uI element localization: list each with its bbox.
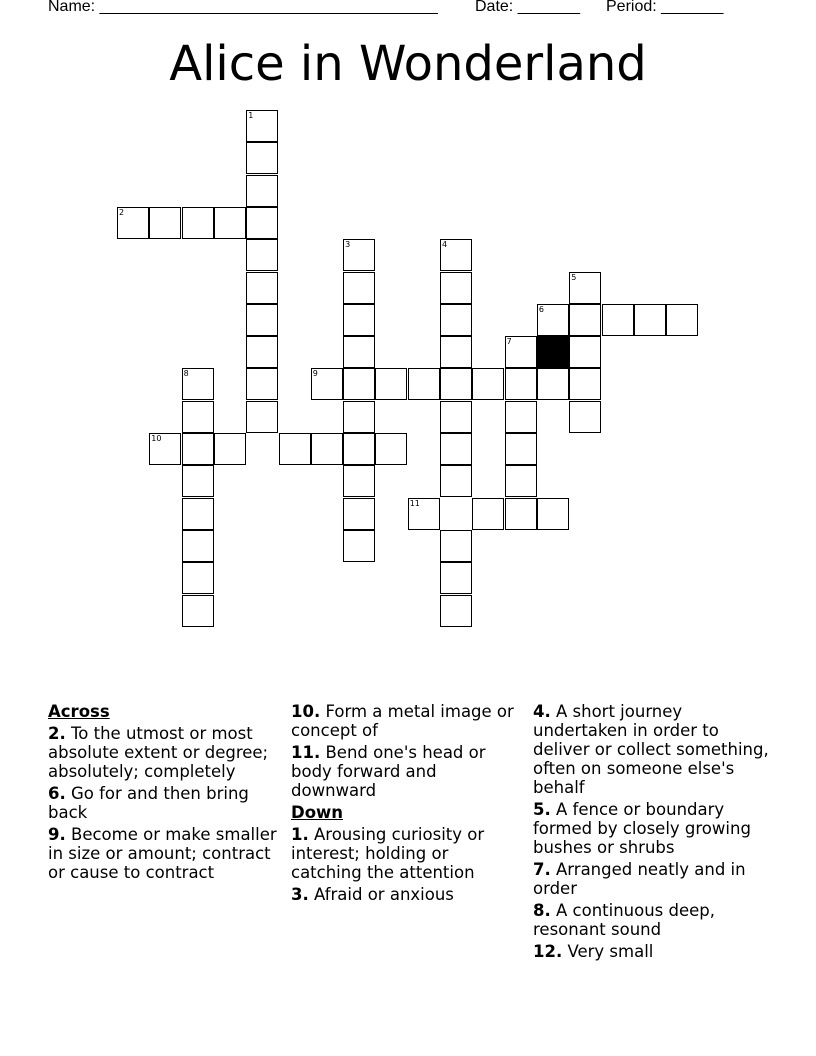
crossword-cell[interactable] (182, 498, 214, 530)
clue-text: A fence or boundary formed by closely growing bushes or shrubs (533, 800, 751, 857)
clues-column-1 (48, 702, 280, 885)
crossword-cell[interactable] (279, 433, 311, 465)
crossword-cell[interactable] (246, 401, 278, 433)
cell-number: 7 (506, 337, 512, 347)
date-field: Date: _______ (475, 0, 580, 15)
crossword-cell[interactable] (343, 498, 375, 530)
crossword-cell[interactable] (634, 304, 666, 336)
cell-number: 9 (312, 369, 318, 379)
crossword-cell[interactable] (246, 175, 278, 207)
cell-number: 10 (151, 434, 162, 443)
across-heading: Across (48, 702, 110, 721)
crossword-cell[interactable] (246, 272, 278, 304)
crossword-cell[interactable] (375, 368, 407, 400)
crossword-cell[interactable] (440, 304, 472, 336)
cell-number: 1 (248, 111, 254, 120)
cell-number: 4 (442, 240, 448, 250)
crossword-cell[interactable] (505, 368, 537, 400)
crossword-cell[interactable] (246, 368, 278, 400)
cell-number: 3 (345, 240, 351, 250)
crossword-cell[interactable] (472, 368, 504, 400)
crossword-cell[interactable] (505, 401, 537, 433)
crossword-cell[interactable] (246, 304, 278, 336)
clue-number: 2. (48, 724, 66, 743)
down-heading: Down (291, 803, 344, 822)
crossword-cell[interactable] (343, 401, 375, 433)
clue-down-3 (291, 885, 523, 904)
crossword-cell[interactable] (440, 465, 472, 497)
crossword-cell[interactable] (343, 239, 375, 271)
crossword-cell[interactable] (440, 530, 472, 562)
clue-down-12 (533, 942, 773, 961)
crossword-cell[interactable] (117, 207, 149, 239)
clue-number: 6. (48, 784, 66, 803)
clue-text: Very small (567, 942, 654, 961)
name-field: Name: ______________________________________ (48, 0, 438, 15)
clue-number: 8. (533, 901, 551, 920)
crossword-cell[interactable] (246, 142, 278, 174)
clue-number: 11. (291, 743, 321, 762)
crossword-cell[interactable] (182, 465, 214, 497)
crossword-cell[interactable] (408, 498, 440, 530)
crossword-cell[interactable] (214, 433, 246, 465)
crossword-cell[interactable] (569, 368, 601, 400)
cell-number: 8 (183, 369, 189, 379)
clue-text: A continuous deep, resonant sound (533, 901, 716, 939)
clue-across-2 (48, 724, 280, 781)
clue-number: 9. (48, 825, 66, 844)
clue-text: Arranged neatly and in order (533, 860, 746, 898)
crossword-cell[interactable] (440, 401, 472, 433)
crossword-cell[interactable] (343, 465, 375, 497)
clues-column-2 (291, 702, 523, 907)
crossword-cell[interactable] (569, 304, 601, 336)
clue-number: 5. (533, 800, 551, 819)
crossword-cell[interactable] (537, 498, 569, 530)
clue-text: Arousing curiosity or interest; holding or catching the attention (291, 825, 485, 882)
clues-column-3 (533, 702, 773, 964)
cell-number: 2 (119, 207, 125, 217)
clue-text: Afraid or anxious (314, 885, 454, 904)
cell-number: 5 (571, 272, 577, 282)
crossword-cell[interactable] (246, 336, 278, 368)
clue-text: A short journey undertaken in order to deliver or collect something, often on someone else's behalf (533, 702, 769, 797)
clue-down-1 (291, 825, 523, 882)
crossword-cell[interactable] (505, 465, 537, 497)
period-field: Period: _______ (606, 0, 724, 15)
crossword-cell[interactable] (343, 336, 375, 368)
crossword-cell[interactable] (182, 595, 214, 627)
crossword-cell[interactable] (343, 272, 375, 304)
clue-number: 4. (533, 702, 551, 721)
crossword-cell[interactable] (182, 530, 214, 562)
crossword-cell[interactable] (408, 368, 440, 400)
clue-text: Form a metal image or concept of (291, 702, 514, 740)
clue-text: Go for and then bring back (48, 784, 249, 822)
crossword-cell[interactable] (569, 401, 601, 433)
crossword-cell[interactable] (149, 207, 181, 239)
clue-across-6 (48, 784, 280, 822)
clue-number: 3. (291, 885, 309, 904)
crossword-cell[interactable] (537, 304, 569, 336)
crossword-cell[interactable] (666, 304, 698, 336)
crossword-cell[interactable] (182, 368, 214, 400)
clue-down-4 (533, 702, 773, 797)
crossword-cell[interactable] (182, 562, 214, 594)
crossword-cell[interactable] (440, 272, 472, 304)
clue-across-9 (48, 825, 280, 882)
crossword-cell[interactable] (602, 304, 634, 336)
clue-number: 1. (291, 825, 309, 844)
crossword-cell[interactable] (182, 207, 214, 239)
crossword-cell[interactable] (214, 207, 246, 239)
clue-down-8 (533, 901, 773, 939)
crossword-cell[interactable] (149, 433, 181, 465)
crossword-cell[interactable] (505, 498, 537, 530)
crossword-cell[interactable] (311, 368, 343, 400)
cell-number: 6 (538, 304, 544, 314)
crossword-cell[interactable] (375, 433, 407, 465)
crossword-cell[interactable] (440, 595, 472, 627)
clue-number: 12. (533, 942, 563, 961)
clue-text: Bend one's head or body forward and downward (291, 743, 486, 800)
crossword-cell[interactable] (440, 562, 472, 594)
crossword-cell[interactable] (246, 207, 278, 239)
cell-number: 11 (409, 498, 420, 508)
crossword-cell[interactable] (472, 498, 504, 530)
clue-down-7 (533, 860, 773, 898)
crossword-cell[interactable] (537, 368, 569, 400)
crossword-cell[interactable] (569, 272, 601, 304)
crossword-cell[interactable] (343, 530, 375, 562)
crossword-block (537, 336, 569, 368)
crossword-cell[interactable] (246, 239, 278, 271)
crossword-cell[interactable] (440, 336, 472, 368)
clue-across-11 (291, 743, 523, 800)
crossword-cell[interactable] (182, 401, 214, 433)
crossword-cell[interactable] (440, 433, 472, 465)
crossword-cell[interactable] (440, 239, 472, 271)
clue-text: To the utmost or most absolute extent or degree; absolutely; completely (48, 724, 269, 781)
crossword-cell[interactable] (246, 110, 278, 142)
clue-number: 7. (533, 860, 551, 879)
crossword-cell[interactable] (311, 433, 343, 465)
crossword-cell[interactable] (505, 433, 537, 465)
clue-text: Become or make smaller in size or amount; contract or cause to contract (48, 825, 277, 882)
clue-down-5 (533, 800, 773, 857)
crossword-cell[interactable] (182, 433, 214, 465)
crossword-cell[interactable] (343, 304, 375, 336)
crossword-cell[interactable] (569, 336, 601, 368)
crossword-cell[interactable] (505, 336, 537, 368)
crossword-cell[interactable] (343, 368, 375, 400)
page-title: Alice in Wonderland (169, 36, 647, 92)
clue-across-10 (291, 702, 523, 740)
crossword-cell[interactable] (440, 368, 472, 400)
crossword-cell[interactable] (343, 433, 375, 465)
clue-number: 10. (291, 702, 321, 721)
